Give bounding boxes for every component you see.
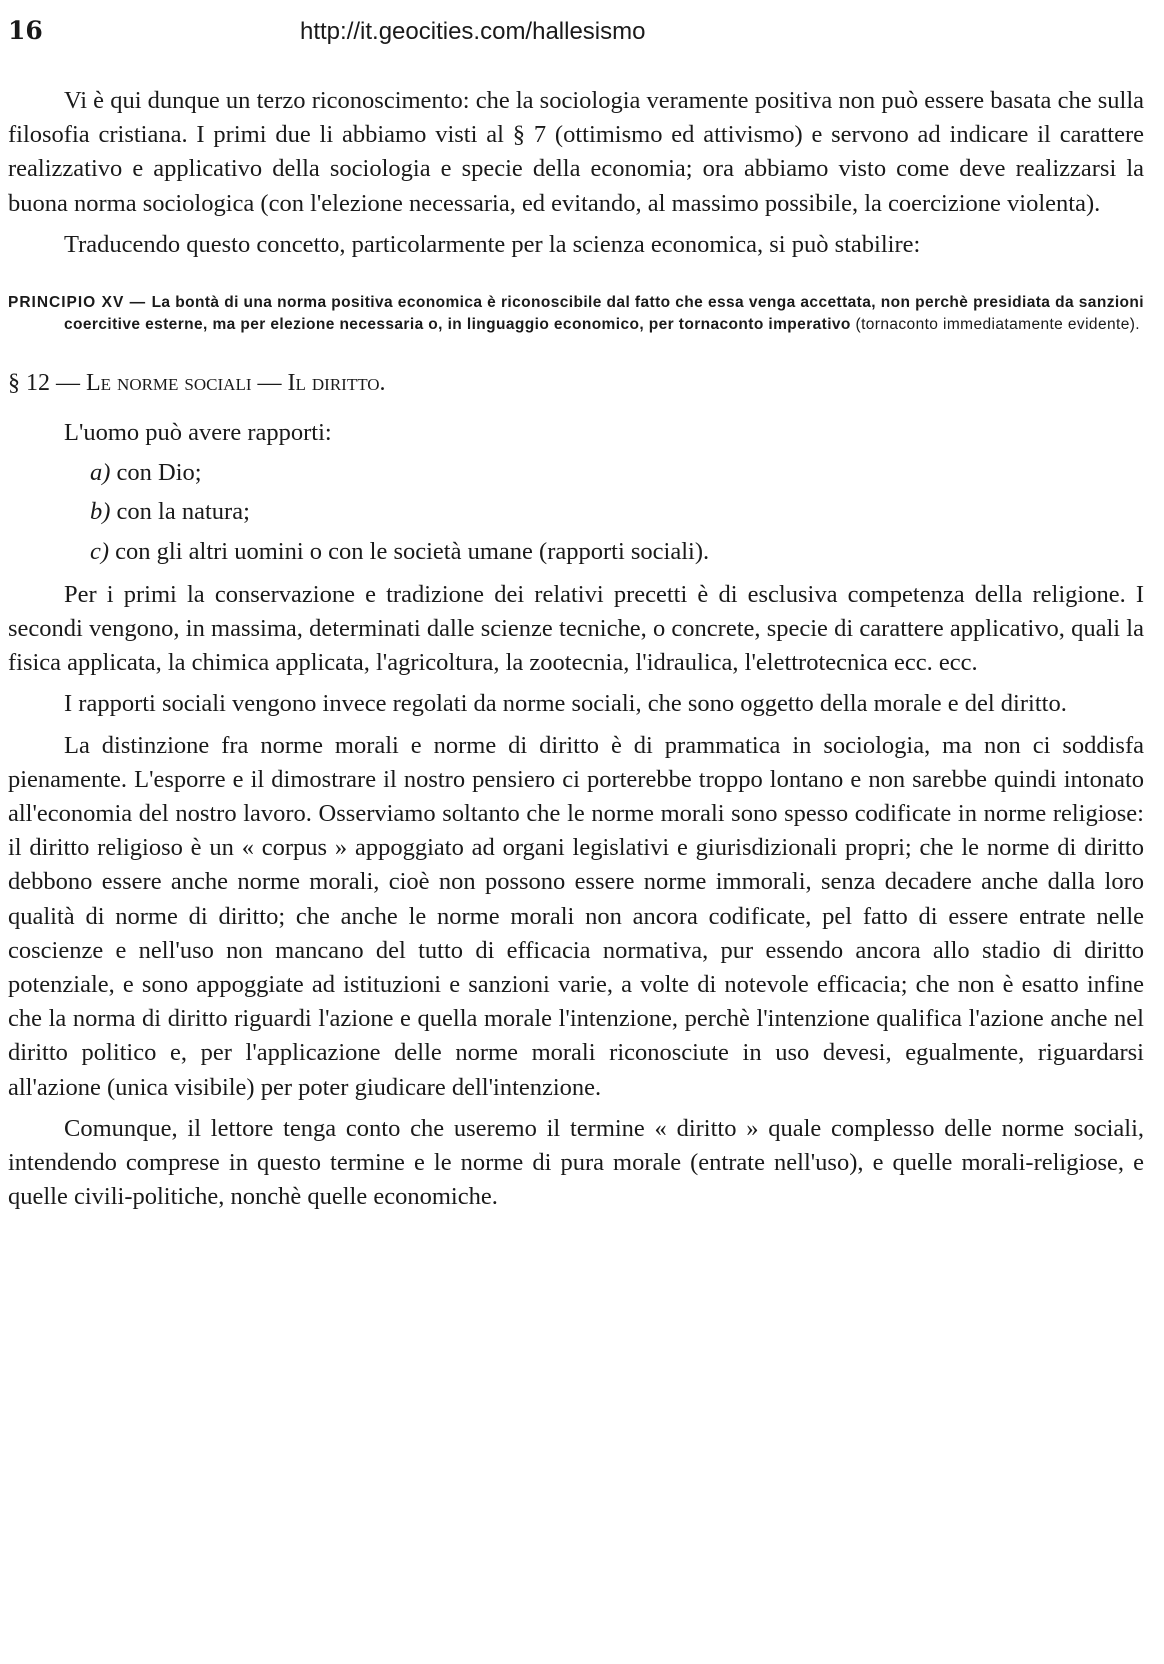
list-item-text: con gli altri uomini o con le società umane (rapporti sociali). (109, 537, 710, 565)
section-number: § 12 — (8, 370, 86, 397)
section-title-part2: Il diritto. (287, 370, 386, 397)
section-title-part1: Le norme sociali (86, 370, 252, 397)
list-marker: c) (90, 537, 110, 565)
section-heading (8, 366, 1144, 400)
list-marker: b) (90, 498, 111, 526)
list-lead: L'uomo può avere rapporti: (64, 419, 332, 447)
page-header (0, 14, 1164, 54)
list-item (8, 535, 1144, 569)
paragraph-5: La distinzione fra norme morali e norme di diritto è di prammatica in sociologia, ma non ci soddisfa pienamente. L'esporre e il dimostrare il nostro pensiero ci porterebbe troppo lontano e non sarebbe quindi intonato all'economia del nostro lavoro. Osserviamo soltanto che le norme morali sono spesso codificate in norme religiose: il diritto religioso è un « corpus » appoggiato ad organi legislativi e giurisdizionali propri; che le norme di diritto debbono essere anche norme morali, cioè non possono essere norme immorali, senza decadere anche dalla loro qualità di norme di diritto; che anche le norme morali non ancora codificate, pel fatto di essere entrate nelle coscienze e nell'uso non mancano del tutto di efficacia normativa, pur essendo ancora allo stadio di diritto potenziale, e sono appoggiate ad istituzioni e sanzioni varie, a volte di notevole efficacia; che non è esatto infine che la norma di diritto riguardi l'azione e quella morale l'intenzione, perchè l'intenzione qualifica l'azione anche nel diritto politico e, per l'applicazione delle norme morali riconosciute in uso devesi, egualmente, riguardarsi all'azione (unica visibile) per poter giudicare dell'intenzione. (8, 731, 1144, 1101)
paragraph-1: Vi è qui dunque un terzo riconoscimento: che la sociologia veramente positiva non può essere basata che sulla filosofia cristiana. I primi due li abbiamo visti al § 7 (ottimismo ed attivismo) e servono ad indicare il carattere realizzativo e applicativo della sociologia e specie della economia; ora abbiamo visto come deve realizzarsi la buona norma sociologica (con l'elezione necessaria, ed evitando, al massimo possibile, la coercizione violenta). (8, 87, 1144, 217)
list-item-text: con la natura; (110, 498, 250, 526)
page-number: 16 (8, 16, 43, 45)
header-url: http://it.geocities.com/hallesismo (300, 18, 646, 45)
section-separator: — (251, 370, 288, 397)
paragraph-3: Per i primi la conservazione e tradizione dei relativi precetti è di esclusiva competenza della religione. I secondi vengono, in massima, determinati dalle scienze tecniche, o concrete, specie di carattere applicativo, quali la fisica applicata, la chimica applicata, l'agricoltura, la zootecnia, l'idraulica, l'elettrotecnica ecc. ecc. (8, 580, 1144, 677)
paragraph-6: Comunque, il lettore tenga conto che useremo il termine « diritto » quale complesso delle norme sociali, intendendo comprese in questo termine e le norme di pura morale (entrate nell'uso), e quelle morali-religiose, e quelle civili-politiche, nonchè quelle economiche. (8, 1114, 1144, 1211)
body-text (8, 84, 1144, 1221)
paragraph-4: I rapporti sociali vengono invece regolati da norme sociali, che sono oggetto della morale e del diritto. (64, 690, 1067, 718)
principle-label: PRINCIPIO XV — (8, 294, 152, 312)
list-item-text: con Dio; (110, 459, 202, 487)
list-item (8, 456, 1144, 490)
paragraph-2: Traducendo questo concetto, particolarmente per la scienza economica, si può stabilire: (64, 230, 921, 258)
list-item (8, 495, 1144, 529)
principle-note: (tornaconto immediatamente evidente). (855, 316, 1140, 334)
principle-text: La bontà di una norma positiva economica è riconoscibile dal fatto che essa venga accettata, non perchè presidiata da sanzioni coercitive esterne, ma per elezione necessaria o, in linguaggio economico, per tornaconto imperativo (64, 294, 1144, 334)
principle-xv (8, 292, 1144, 336)
list-marker: a) (90, 459, 111, 487)
